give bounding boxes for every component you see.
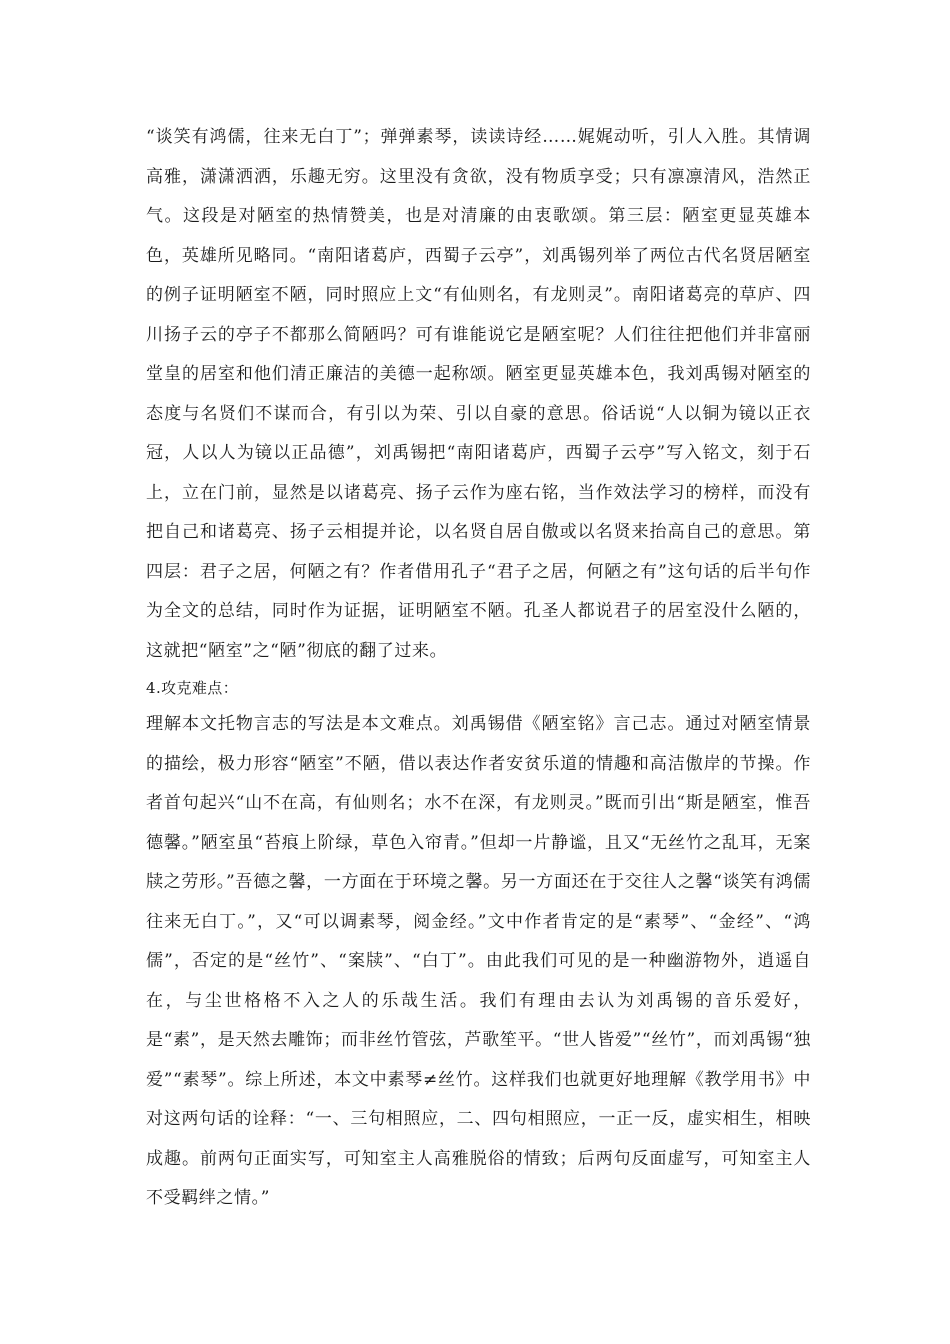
section-heading-difficulties: 4.攻克难点： [146,679,239,697]
paragraph-analysis-layers: “谈笑有鸿儒，往来无白丁”；弹弹素琴，读读诗经……娓娓动听，引人入胜。其情调高雅，潇潇洒洒，乐趣无穷。这里没有贪欲，没有物质享受；只有凛凛清风，浩然正气。这段是对陋室的热情赞美，也是对清廉的由衷歌颂。第三层：陋室更显英雄本色，英雄所见略同。“南阳诸葛庐，西蜀子云亭”，刘禹锡列举了两位古代名贤居陋室的例子证明陋室不陋，同时照应上文“有仙则名，有龙则灵”。南阳诸葛亮的草庐、四川扬子云的亭子不都那么简陋吗？可有谁能说它是陋室呢？人们往往把他们并非富丽堂皇的居室和他们清正廉洁的美德一起称颂。陋室更显英雄本色，我刘禹锡对陋室的态度与名贤们不谋而合，有引以为荣、引以自豪的意思。俗话说“人以铜为镜以正衣冠，人以人为镜以正品德”，刘禹锡把“南阳诸葛庐，西蜀子云亭”写入铭文，刻于石上，立在门前，显然是以诸葛亮、扬子云作为座右铭，当作效法学习的榜样，而没有把自己和诸葛亮、扬子云相提并论，以名贤自居自傲或以名贤来抬高自己的意思。第四层：君子之居，何陋之有？作者借用孔子“君子之居，何陋之有”这句话的后半句作为全文的总结，同时作为证据，证明陋室不陋。孔圣人都说君子的居室没什么陋的，这就把“陋室”之“陋”彻底的翻了过来。 [146,127,811,661]
paragraph-difficulty-explanation: 理解本文托物言志的写法是本文难点。刘禹锡借《陋室铭》言己志。通过对陋室情景的描绘，极力形容“陋室”不陋，借以表达作者安贫乐道的情趣和高洁傲岸的节操。作者首句起兴“山不在高，有仙则名；水不在深，有龙则灵。”既而引出“斯是陋室，惟吾德馨。”陋室虽“苔痕上阶绿，草色入帘青。”但却一片静谧，且又“无丝竹之乱耳，无案牍之劳形。”吾德之馨，一方面在于环境之馨。另一方面还在于交往人之馨“谈笑有鸿儒往来无白丁。”，又“可以调素琴，阅金经。”文中作者肯定的是“素琴”、“金经”、“鸿儒”，否定的是“丝竹”、“案牍”、“白丁”。由此我们可见的是一种幽游物外，逍遥自在，与尘世格格不入之人的乐哉生活。我们有理由去认为刘禹锡的音乐爱好，是“素”，是天然去雕饰；而非丝竹管弦，芦歌笙平。“世人皆爱”“丝竹”，而刘禹锡“独爱”“素琴”。综上所述，本文中素琴≠丝竹。这样我们也就更好地理解《教学用书》中对这两句话的诠释：“一、三句相照应，二、四句相照应，一正一反，虚实相生，相映成趣。前两句正面实写，可知室主人高雅脱俗的情致；后两句反面虚写，可知室主人不受羁绊之情。” [146,714,811,1208]
document-body [146,118,811,1219]
